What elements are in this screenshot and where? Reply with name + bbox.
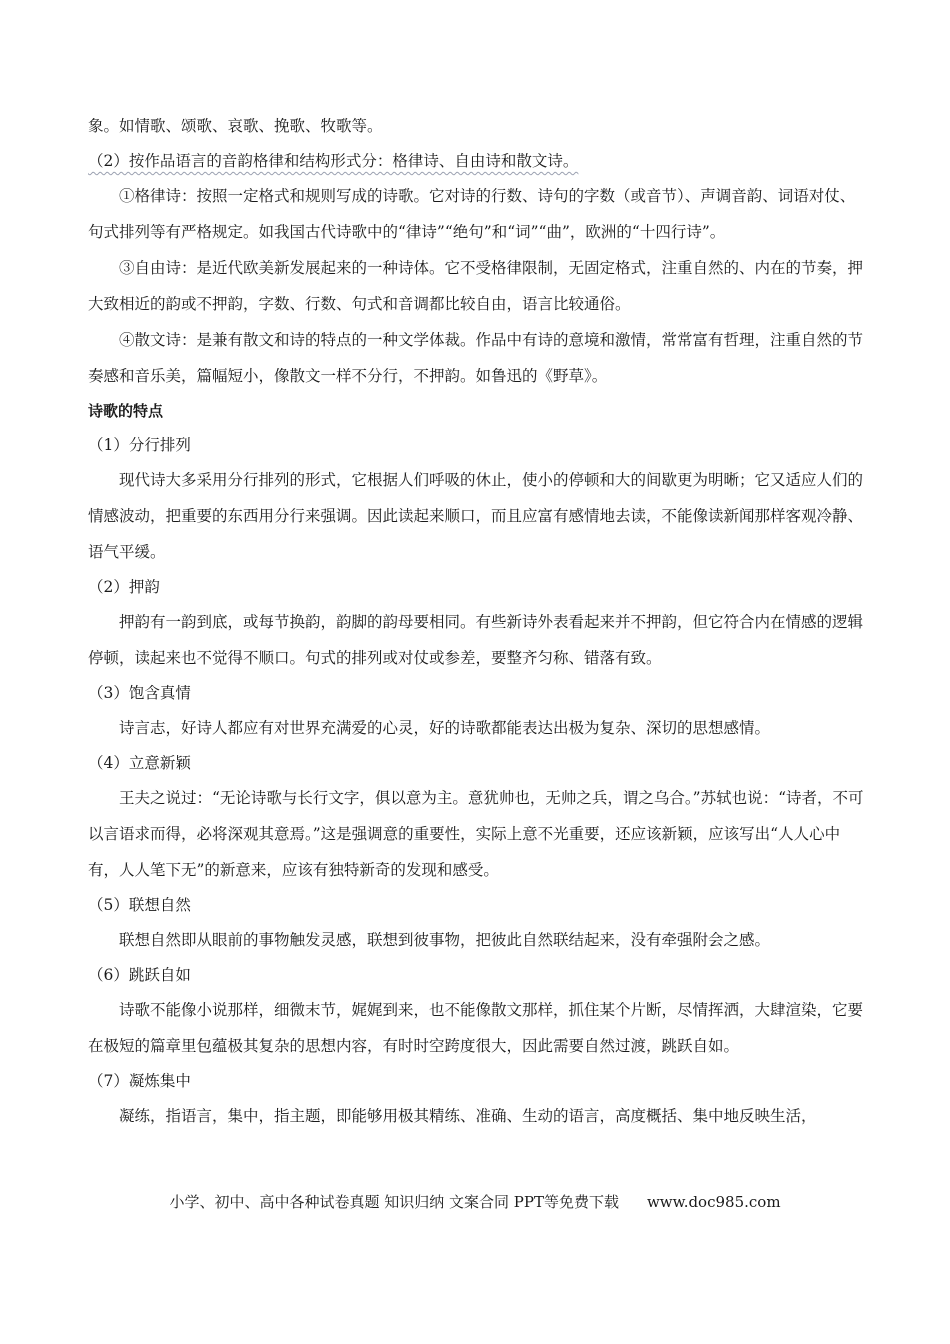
subheading-1: （1）分行排列 xyxy=(88,436,191,454)
subheading-3: （3）饱含真情 xyxy=(88,684,191,702)
grammar-marked-text: （2）按作品语言的音韵格律和结构形式分：格律诗、自由诗和散文诗。 xyxy=(88,152,579,170)
paragraph-2: 押韵有一韵到底，或每节换韵，韵脚的韵母要相同。有些新诗外表看起来并不押韵，但它符合内在情感的逻辑停顿，读起来也不觉得不顺口。句式的排列或对仗或参差，要整齐匀称、错落有致。 xyxy=(88,613,864,667)
paragraph-5: 联想自然即从眼前的事物触发灵感，联想到彼事物，把彼此自然联结起来，没有牵强附会之感。 xyxy=(119,931,771,949)
document-body xyxy=(88,108,864,1134)
paragraph-free-verse: ③自由诗：是近代欧美新发展起来的一种诗体。它不受格律限制，无固定格式，注重自然的、内在的节奏，押大致相近的韵或不押韵，字数、行数、句式和音调都比较自由，语言比较通俗。 xyxy=(88,259,864,313)
subheading-4: （4）立意新颖 xyxy=(88,754,191,772)
footer-text: 小学、初中、高中各种试卷真题 知识归纳 文案合同 PPT等免费下载 xyxy=(169,1193,619,1211)
page-footer xyxy=(0,1188,950,1216)
subheading-7: （7）凝炼集中 xyxy=(88,1072,191,1090)
paragraph-6: 诗歌不能像小说那样，细微末节，娓娓到来，也不能像散文那样，抓住某个片断，尽情挥洒，大肆渲染，它要在极短的篇章里包蕴极其复杂的思想内容，有时时空跨度很大，因此需要自然过渡，跳跃自如。 xyxy=(88,1001,864,1055)
subheading-6: （6）跳跃自如 xyxy=(88,966,191,984)
paragraph-continuation: 象。如情歌、颂歌、哀歌、挽歌、牧歌等。 xyxy=(88,117,383,135)
paragraph-prose-poem: ④散文诗：是兼有散文和诗的特点的一种文学体裁。作品中有诗的意境和激情，常常富有哲理，注重自然的节奏感和音乐美，篇幅短小，像散文一样不分行，不押韵。如鲁迅的《野草》。 xyxy=(88,331,864,385)
subheading-2: （2）押韵 xyxy=(88,578,160,596)
footer-url[interactable]: www.doc985.com xyxy=(646,1193,781,1211)
paragraph-1: 现代诗大多采用分行排列的形式，它根据人们呼吸的休止，使小的停顿和大的间歇更为明晰；它又适应人们的情感波动，把重要的东西用分行来强调。因此读起来顺口，而且应富有感情地去读，不能像读新闻那样客观冷静、语气平缓。 xyxy=(88,471,864,561)
paragraph-regulated-verse: ①格律诗：按照一定格式和规则写成的诗歌。它对诗的行数、诗句的字数（或音节）、声调音韵、词语对仗、句式排列等有严格规定。如我国古代诗歌中的“律诗”“绝句”和“词”“曲”，欧洲的“十四行诗”。 xyxy=(88,187,856,241)
paragraph-3: 诗言志，好诗人都应有对世界充满爱的心灵，好的诗歌都能表达出极为复杂、深切的思想感情。 xyxy=(119,719,771,737)
classification-item-2 xyxy=(88,144,864,178)
section-heading: 诗歌的特点 xyxy=(88,402,164,420)
paragraph-4: 王夫之说过：“无论诗歌与长行文字，俱以意为主。意犹帅也，无帅之兵，谓之乌合。”苏轼也说：“诗者，不可以言语求而得，必将深观其意焉。”这是强调意的重要性，实际上意不光重要，还应该新颖，应该写出“人人心中有，人人笔下无”的新意来，应该有独特新奇的发现和感受。 xyxy=(88,789,864,879)
paragraph-7: 凝练，指语言，集中，指主题，即能够用极其精练、准确、生动的语言，高度概括、集中地反映生活， xyxy=(119,1107,817,1125)
subheading-5: （5）联想自然 xyxy=(88,896,191,914)
